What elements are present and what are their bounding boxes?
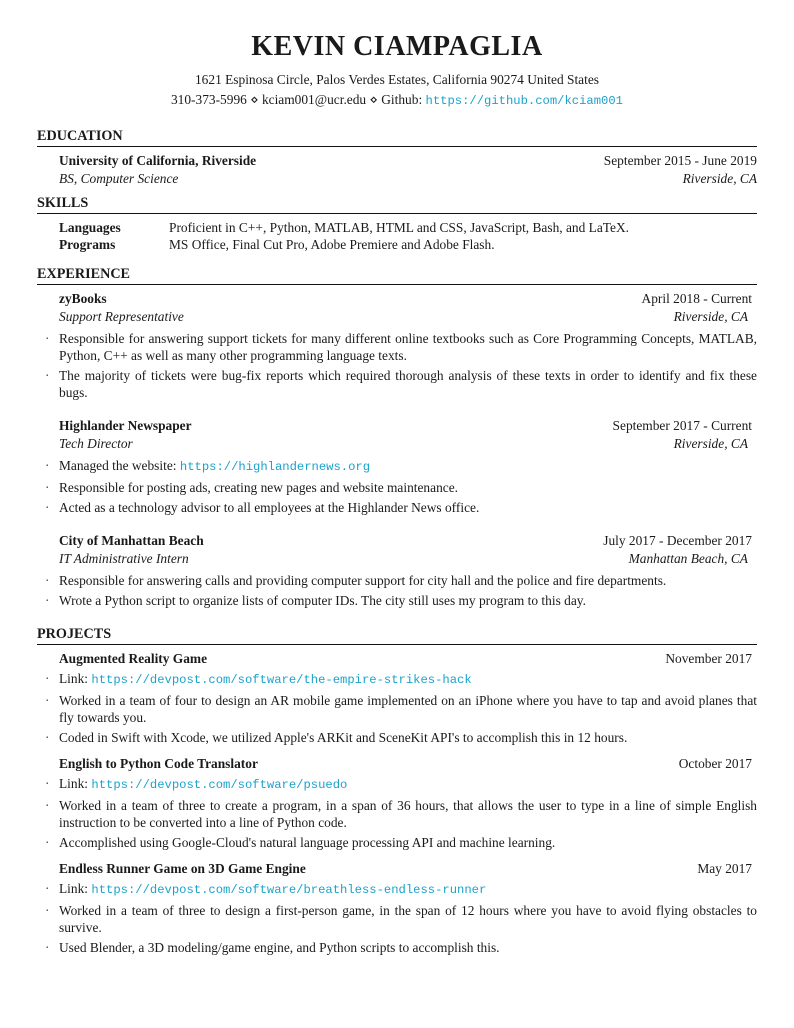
bullet-item: · Responsible for answering calls and providing computer support for city hall and the police and fire departments. (37, 572, 757, 589)
bullet-list (37, 880, 757, 956)
skill-value: MS Office, Final Cut Pro, Adobe Premiere and Adobe Flash. (169, 237, 495, 252)
website-prefix: Managed the website: (59, 458, 177, 473)
degree: BS, Computer Science (59, 171, 179, 186)
project-link[interactable]: https://devpost.com/software/breathless-endless-runner (91, 883, 487, 897)
resume-page (37, 0, 757, 959)
dates: September 2017 - Current (612, 418, 752, 433)
contact-line (37, 90, 757, 110)
bullet-item: · Wrote a Python script to organize lists of computer IDs. The city still uses my program to this day. (37, 592, 757, 609)
project-entry (37, 860, 757, 956)
location: Riverside, CA (673, 309, 748, 324)
experience-entry (37, 290, 757, 401)
skill-value: Proficient in C++, Python, MATLAB, HTML and CSS, JavaScript, Bash, and LaTeX. (169, 220, 629, 235)
project-entry (37, 650, 757, 746)
role: IT Administrative Intern (59, 551, 189, 566)
bullet-item: · Worked in a team of three to create a program, in a span of 36 hours, that allows the user to type in a line of simple English instruction to be converted into a line of Python code. (37, 797, 757, 831)
bullet-item: · The majority of tickets were bug-fix reports which required thorough analysis of these texts in order to identify and fix these bugs. (37, 367, 757, 401)
institution: University of California, Riverside (59, 153, 257, 168)
bullet-item: · Worked in a team of four to design an AR mobile game implemented on an iPhone where you have to tap and avoid planes that fly towards you. (37, 692, 757, 726)
section-title-experience: EXPERIENCE (37, 266, 131, 282)
bullet-item (37, 775, 757, 794)
diamond-separator-icon: ⋄ (250, 92, 259, 107)
bullet-list (37, 330, 757, 401)
dates: September 2015 - June 2019 (603, 153, 757, 168)
bullet-item: · Responsible for answering support tickets for many different online textbooks such as Core Programming Concepts, MATLAB, Python, C++ as well as many other programming language texts. (37, 330, 757, 364)
section-divider (37, 284, 757, 285)
section-divider (37, 213, 757, 214)
website-link[interactable]: https://highlandernews.org (179, 460, 371, 474)
project-name: English to Python Code Translator (59, 756, 258, 771)
bullet-item: · Worked in a team of three to design a first-person game, in the span of 12 hours where you have to avoid flying obstacles to survive. (37, 902, 757, 936)
bullet-item: · Accomplished using Google-Cloud's natural language processing API and machine learning. (37, 834, 757, 851)
bullet-item (37, 880, 757, 899)
section-title-skills: SKILLS (37, 195, 89, 211)
education-entry (37, 152, 757, 188)
project-link[interactable]: https://devpost.com/software/psuedo (91, 778, 348, 792)
bullet-item (37, 457, 757, 476)
section-title-education: EDUCATION (37, 128, 123, 144)
section-title-projects: PROJECTS (37, 626, 112, 642)
project-date: November 2017 (665, 651, 752, 666)
email: kciam001@ucr.edu (261, 92, 367, 107)
bullet-item: · Used Blender, a 3D modeling/game engine, and Python scripts to accomplish this. (37, 939, 757, 956)
project-link[interactable]: https://devpost.com/software/the-empire-strikes-hack (91, 673, 472, 687)
skill-label: Languages (59, 220, 121, 235)
section-divider (37, 146, 757, 147)
project-date: May 2017 (697, 861, 752, 876)
phone: 310-373-5996 (170, 92, 247, 107)
project-name: Endless Runner Game on 3D Game Engine (59, 861, 306, 876)
location: Manhattan Beach, CA (628, 551, 748, 566)
candidate-name: KEVIN CIAMPAGLIA (251, 31, 543, 62)
bullet-item: · Responsible for posting ads, creating new pages and website maintenance. (37, 479, 757, 496)
link-prefix: Link: (59, 881, 89, 896)
skills-list (37, 219, 757, 253)
project-entry (37, 755, 757, 851)
experience-entry (37, 532, 757, 609)
role: Support Representative (59, 309, 184, 324)
dates: July 2017 - December 2017 (603, 533, 752, 548)
skill-row (59, 219, 757, 236)
project-date: October 2017 (678, 756, 752, 771)
bullet-item (37, 670, 757, 689)
skill-row (59, 236, 757, 253)
location: Riverside, CA (682, 171, 757, 186)
bullet-item: · Coded in Swift with Xcode, we utilized Apple's ARKit and SceneKit API's to accomplish this in 12 hours. (37, 729, 757, 746)
company: City of Manhattan Beach (59, 533, 204, 548)
company: Highlander Newspaper (59, 418, 192, 433)
bullet-list (37, 775, 757, 851)
link-prefix: Link: (59, 671, 89, 686)
bullet-list (37, 572, 757, 609)
experience-entry (37, 417, 757, 516)
location: Riverside, CA (673, 436, 748, 451)
section-divider (37, 644, 757, 645)
bullet-list (37, 670, 757, 746)
github-label: Github: (381, 92, 423, 107)
address: 1621 Espinosa Circle, Palos Verdes Estates, California 90274 United States (194, 72, 599, 87)
github-link[interactable]: https://github.com/kciam001 (425, 94, 624, 108)
company: zyBooks (59, 291, 107, 306)
link-prefix: Link: (59, 776, 89, 791)
role: Tech Director (59, 436, 133, 451)
bullet-list (37, 457, 757, 516)
bullet-item: · Acted as a technology advisor to all employees at the Highlander News office. (37, 499, 757, 516)
diamond-separator-icon: ⋄ (369, 92, 378, 107)
dates: April 2018 - Current (641, 291, 752, 306)
project-name: Augmented Reality Game (59, 651, 208, 666)
skill-label: Programs (59, 237, 116, 252)
